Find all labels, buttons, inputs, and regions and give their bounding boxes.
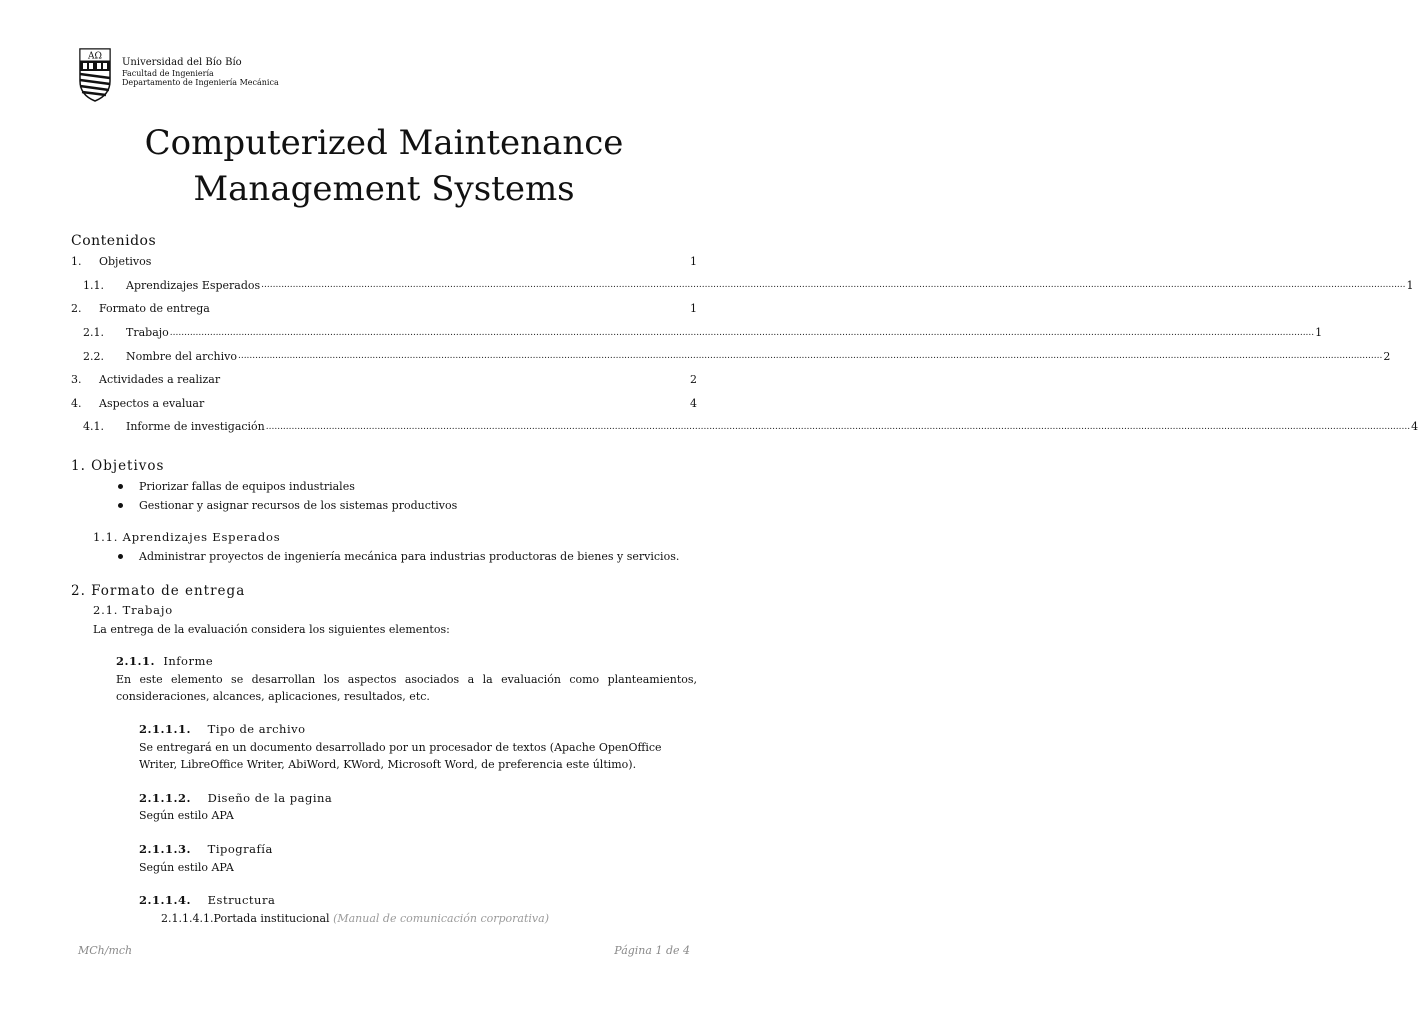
toc-entry-number: 3. xyxy=(71,373,82,387)
toc-entry[interactable] xyxy=(71,274,1414,298)
toc-entry-page: 1 xyxy=(690,302,697,316)
heading-number: 2.1.1.4. xyxy=(139,893,192,907)
list-item: Gestionar y asignar recursos de los sistemas productivos xyxy=(115,496,457,515)
toc-entry-page: 1 xyxy=(690,255,697,269)
university-name: Universidad del Bío Bío xyxy=(122,57,242,68)
toc-leader: ................................................................................................................................................................................................................................................................................................................................................................................................................ xyxy=(237,351,1383,362)
department-name: Departamento de Ingeniería Mecánica xyxy=(122,77,279,87)
toc-entry-page: 1 xyxy=(1315,326,1323,340)
paragraph: Se entregará en un documento desarrollado por un procesador de textos (Apache OpenOffice Writer, LibreOffice Writer, AbiWord, KWord, Microsoft Word, de preferencia este último). xyxy=(139,741,662,771)
toc-entry-number: 2.2. xyxy=(83,349,104,363)
objectives-list xyxy=(115,477,457,515)
heading-number: 2.1.1.3. xyxy=(139,842,192,856)
section-heading: 2. Formato de entrega xyxy=(71,583,246,599)
toc-entry-number: 2. xyxy=(71,302,82,316)
toc-leader: ................................................................................................................................................................................................................................................................................................................................................................................................................ xyxy=(261,280,1406,291)
heading-number: 2.1.1.2. xyxy=(139,791,192,805)
toc-entry[interactable] xyxy=(71,297,697,321)
toc-entry-label: Aprendizajes Esperados xyxy=(126,278,261,292)
toc-entry-label: Formato de entrega xyxy=(99,302,210,316)
toc-entry[interactable] xyxy=(71,250,697,274)
item-note: (Manual de comunicación corporativa) xyxy=(333,912,549,925)
university-logo xyxy=(78,47,112,103)
paragraph-heading xyxy=(139,722,306,736)
subsection-heading: 2.1. Trabajo xyxy=(93,603,173,617)
heading-label: Informe xyxy=(163,654,214,668)
footer-page-number: Página 1 de 4 xyxy=(614,944,690,957)
toc-entry-label: Nombre del archivo xyxy=(126,349,237,363)
paragraph: En este elemento se desarrollan los aspectos asociados a la evaluación como planteamientos, consideraciones, alcances, aplicaciones, resultados, etc. xyxy=(116,673,697,703)
institution-header xyxy=(78,47,279,103)
faculty-name: Facultad de Ingeniería xyxy=(122,68,214,78)
toc-entry-number: 1. xyxy=(71,255,82,269)
toc-entry-page: 2 xyxy=(1383,349,1391,363)
toc-entry-number: 4.1. xyxy=(83,420,104,434)
toc-entry-number: 4. xyxy=(71,396,82,410)
footer-author: MCh/mch xyxy=(78,944,133,957)
paragraph-heading xyxy=(139,842,273,856)
toc-entry-label: Informe de investigación xyxy=(126,420,265,434)
paragraph-heading xyxy=(139,791,332,805)
item-label: Portada institucional xyxy=(213,912,330,925)
heading-number: 2.1.1.1. xyxy=(139,722,192,736)
paragraph: Según estilo APA xyxy=(139,809,234,822)
toc-entry[interactable] xyxy=(71,344,1391,368)
heading-number: 2.1.1. xyxy=(116,654,156,668)
heading-label: Tipografía xyxy=(207,842,273,856)
list-item: Administrar proyectos de ingeniería mecánica para industrias productoras de bienes y servicios. xyxy=(115,547,679,566)
paragraph: La entrega de la evaluación considera los siguientes elementos: xyxy=(93,623,450,636)
toc-entry-label: Actividades a realizar xyxy=(99,373,221,387)
subsection-heading: 1.1. Aprendizajes Esperados xyxy=(93,530,281,544)
structure-item xyxy=(161,910,549,927)
toc-leader: ................................................................................................................................................................................................................................................................................................................................................................................................................ xyxy=(169,327,1315,338)
toc-heading: Contenidos xyxy=(71,233,157,249)
toc-entry-label: Trabajo xyxy=(126,326,169,340)
heading-label: Diseño de la pagina xyxy=(207,791,333,805)
document-title: Computerized Maintenance Management Systems xyxy=(144,123,624,209)
toc-entry-page: 1 xyxy=(1406,278,1414,292)
toc-entry[interactable] xyxy=(71,321,1323,345)
heading-label: Tipo de archivo xyxy=(207,722,306,736)
item-number: 2.1.1.4.1. xyxy=(161,912,214,925)
toc-entry-label: Objetivos xyxy=(99,255,152,269)
toc-entry-number: 2.1. xyxy=(83,326,104,340)
learning-outcomes-list xyxy=(115,547,679,566)
toc-entry-label: Aspectos a evaluar xyxy=(99,396,205,410)
heading-label: Estructura xyxy=(207,893,276,907)
toc-entry[interactable] xyxy=(71,368,697,392)
section-heading: 1. Objetivos xyxy=(71,458,165,474)
table-of-contents xyxy=(71,250,1418,439)
logo-letters: ΑΩ xyxy=(88,51,102,62)
toc-entry-page: 4 xyxy=(690,396,697,410)
toc-entry-page: 4 xyxy=(1411,420,1418,434)
list-item: Priorizar fallas de equipos industriales xyxy=(115,477,457,496)
toc-entry[interactable] xyxy=(71,415,1418,439)
toc-leader: ................................................................................................................................................................................................................................................................................................................................................................................................................ xyxy=(265,421,1411,432)
toc-entry-number: 1.1. xyxy=(83,278,104,292)
toc-entry-page: 2 xyxy=(690,373,697,387)
paragraph-heading xyxy=(139,893,275,907)
toc-entry[interactable] xyxy=(71,392,697,416)
paragraph: Según estilo APA xyxy=(139,861,234,874)
subsubsection-heading xyxy=(116,654,213,668)
